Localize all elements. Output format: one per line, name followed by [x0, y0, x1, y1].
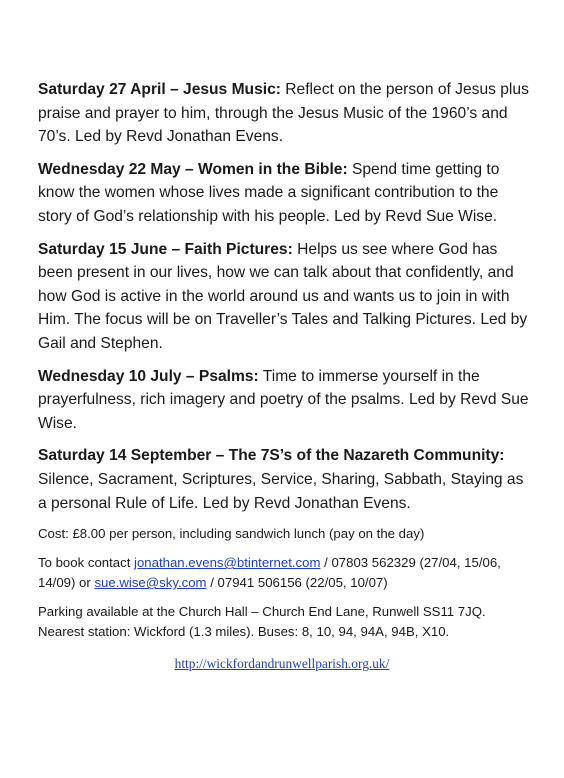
parking-line: Parking available at the Church Hall – Church End Lane, Runwell SS11 7JQ. [38, 604, 486, 620]
event-description: Time to immerse yourself in the prayerfulness, rich imagery and poetry of the psalms. Led by Revd Sue Wise. [38, 367, 529, 432]
email-link-sue[interactable]: sue.wise@sky.com [94, 575, 207, 591]
event-women-in-the-bible [38, 158, 534, 229]
station-line: Nearest station: Wickford (1.3 miles). Buses: 8, 10, 94, 94A, 94B, X10. [38, 624, 450, 640]
event-description: Helps us see where God has been present in our lives, how we can talk about that confidently, and how God is active in the world around us and wants us to join in with Him. The focus will be on Traveller’s Tales and Talking Pictures. Led by Gail and Stephen. [38, 240, 528, 352]
event-description: Spend time getting to know the women whose lives made a significant contribution to the story of God’s relationship with his people. Led by Revd Sue Wise. [38, 160, 500, 225]
email-link-jonathan[interactable]: jonathan.evens@btinternet.com [134, 555, 321, 571]
website-footer [38, 656, 534, 672]
event-description: Reflect on the person of Jesus plus praise and prayer to him, through the Jesus Music of the 1960’s and 70’s. Led by Revd Jonathan Evens. [38, 81, 529, 146]
phone-jonathan: / 07803 562329 (27/04, 15/06, 14/09) or [38, 555, 501, 591]
event-psalms [38, 365, 534, 436]
event-heading: Saturday 27 April – Jesus Music: [38, 81, 281, 98]
event-heading: Saturday 15 June – Faith Pictures: [38, 240, 293, 258]
website-link[interactable]: http://wickfordandrunwellparish.org.uk/ [174, 656, 390, 672]
event-description: Silence, Sacrament, Scriptures, Service, Sharing, Sabbath, Staying as a personal Rule of Life. Led by Revd Jonathan Evens. [38, 470, 524, 512]
event-heading: Saturday 14 September – The 7S’s of the Nazareth Community: [38, 447, 505, 465]
booking-info [38, 553, 534, 593]
event-jesus-music [38, 78, 534, 149]
event-heading: Wednesday 10 July – Psalms: [38, 367, 259, 385]
parking-info [38, 602, 534, 642]
booking-prefix: To book contact [38, 555, 135, 571]
event-faith-pictures [38, 238, 534, 356]
phone-sue: / 07941 506156 (22/05, 10/07) [206, 575, 388, 591]
event-heading: Wednesday 22 May – Women in the Bible: [38, 160, 348, 178]
cost-line: Cost: £8.00 per person, including sandwich lunch (pay on the day) [38, 526, 425, 542]
event-nazareth-community [38, 444, 534, 515]
